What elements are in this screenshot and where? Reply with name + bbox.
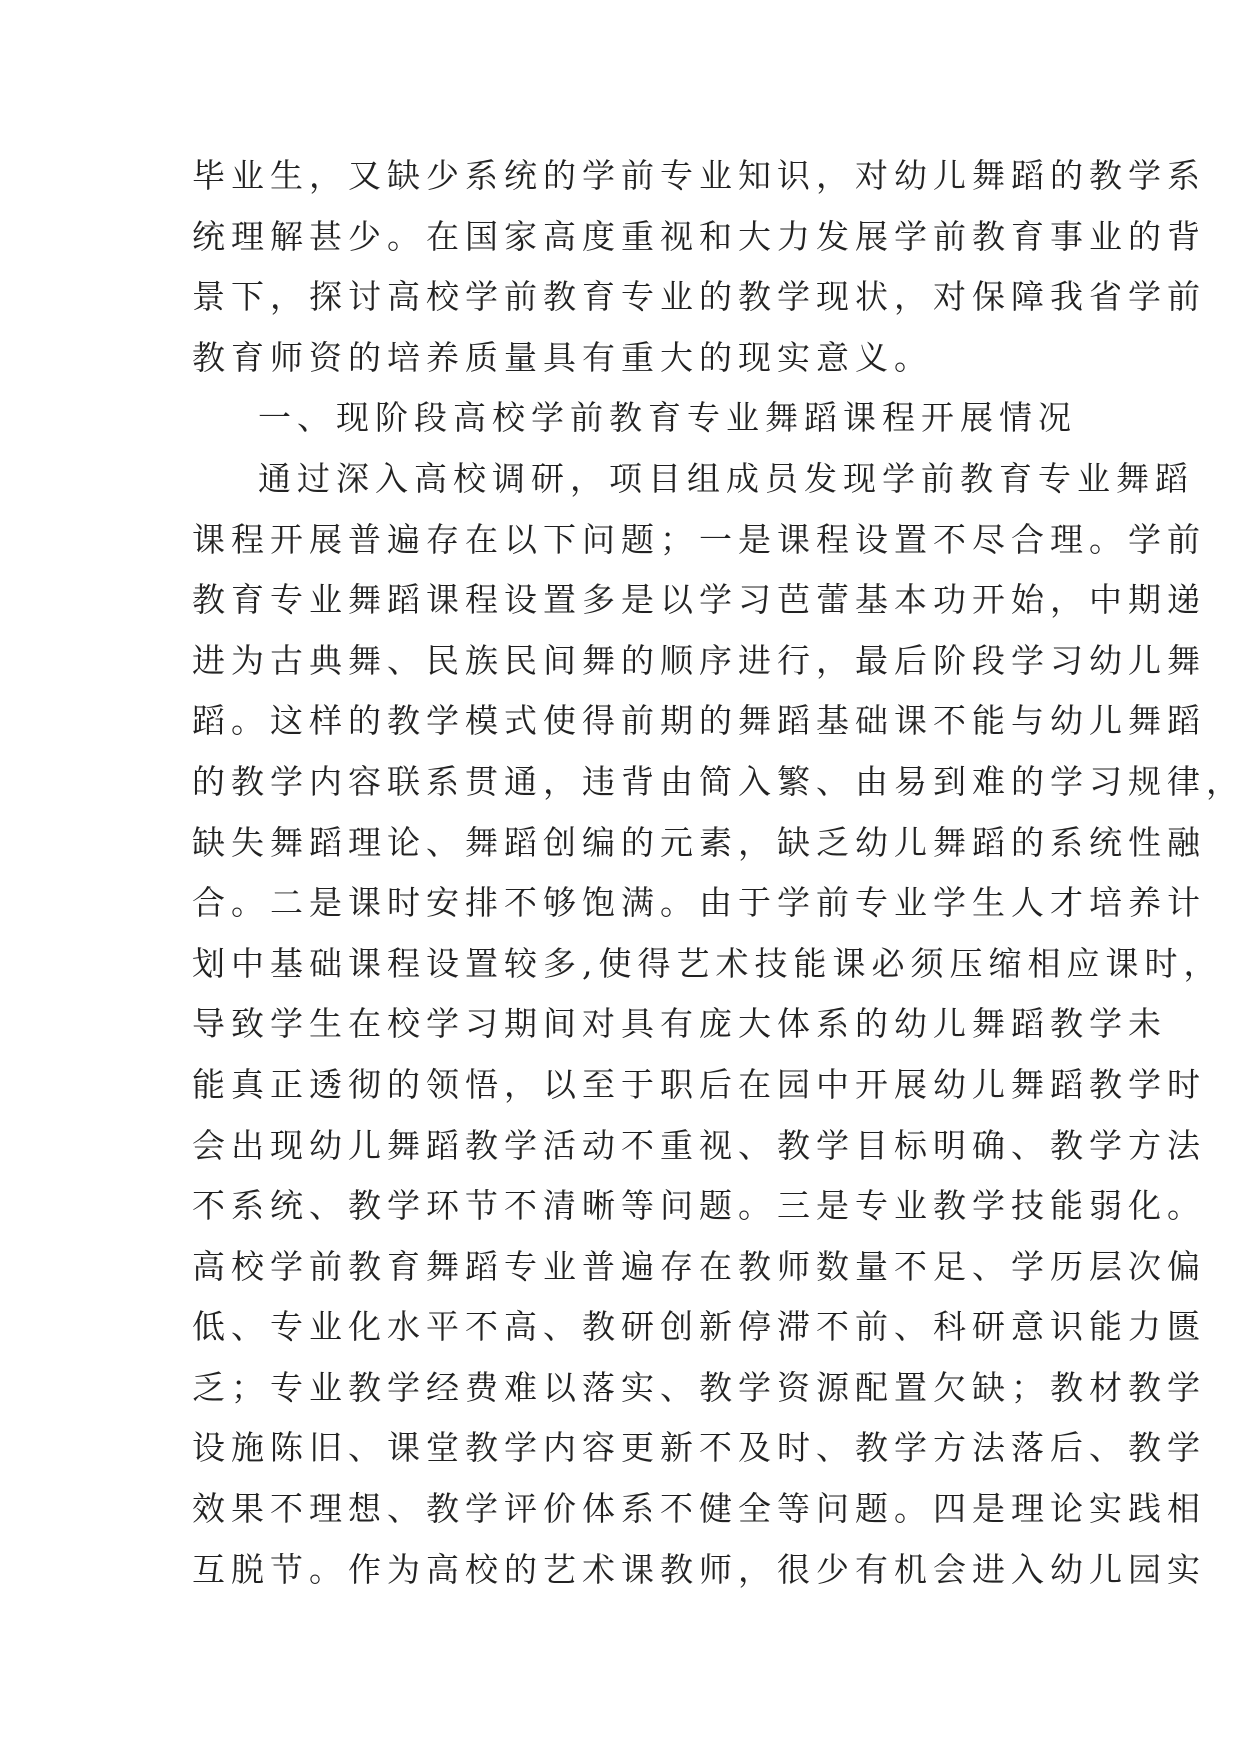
paragraph-1-line-4: 教育师资的培养质量具有重大的现实意义。 [192,337,933,377]
section-heading: 一、现阶段高校学前教育专业舞蹈课程开展情况 [258,398,1077,438]
paragraph-2-line-7: 缺失舞蹈理论、舞蹈创编的元素，缺乏幼儿舞蹈的系统性融 [192,822,1206,862]
paragraph-2-line-1: 通过深入高校调研，项目组成员发现学前教育专业舞蹈 [258,458,1194,498]
paragraph-2-line-10: 导致学生在校学习期间对具有庞大体系的幼儿舞蹈教学未 [192,1004,1167,1044]
paragraph-1-line-3: 景下，探讨高校学前教育专业的教学现状，对保障我省学前 [192,277,1206,317]
paragraph-2-line-17: 设施陈旧、课堂教学内容更新不及时、教学方法落后、教学 [192,1428,1206,1468]
paragraph-2-line-15: 低、专业化水平不高、教研创新停滞不前、科研意识能力匮 [192,1307,1206,1347]
paragraph-2-line-5: 蹈。这样的教学模式使得前期的舞蹈基础课不能与幼儿舞蹈 [192,701,1206,741]
paragraph-2-line-9: 划中基础课程设置较多,使得艺术技能课必须压缩相应课时， [192,943,1223,983]
paragraph-2-line-8: 合。二是课时安排不够饱满。由于学前专业学生人才培养计 [192,883,1206,923]
paragraph-2-line-4: 进为古典舞、民族民间舞的顺序进行，最后阶段学习幼儿舞 [192,640,1206,680]
paragraph-2-line-3: 教育专业舞蹈课程设置多是以学习芭蕾基本功开始，中期递 [192,580,1206,620]
paragraph-1-line-2: 统理解甚少。在国家高度重视和大力发展学前教育事业的背 [192,216,1206,256]
paragraph-2-line-2: 课程开展普遍存在以下问题；一是课程设置不尽合理。学前 [192,519,1206,559]
paragraph-2-line-19: 互脱节。作为高校的艺术课教师，很少有机会进入幼儿园实 [192,1549,1206,1589]
paragraph-2-line-13: 不系统、教学环节不清晰等问题。三是专业教学技能弱化。 [192,1186,1206,1226]
paragraph-2-line-16: 乏；专业教学经费难以落实、教学资源配置欠缺；教材教学 [192,1367,1206,1407]
paragraph-1-line-1: 毕业生，又缺少系统的学前专业知识，对幼儿舞蹈的教学系 [192,156,1206,195]
paragraph-2-line-6: 的教学内容联系贯通，违背由简入繁、由易到难的学习规律， [192,761,1245,801]
paragraph-2-line-11: 能真正透彻的领悟，以至于职后在园中开展幼儿舞蹈教学时 [192,1064,1206,1104]
paragraph-2-line-12: 会出现幼儿舞蹈教学活动不重视、教学目标明确、教学方法 [192,1125,1206,1165]
paragraph-2-line-18: 效果不理想、教学评价体系不健全等问题。四是理论实践相 [192,1489,1206,1529]
paragraph-2-line-14: 高校学前教育舞蹈专业普遍存在教师数量不足、学历层次偏 [192,1246,1206,1286]
document-body [192,146,1245,1600]
